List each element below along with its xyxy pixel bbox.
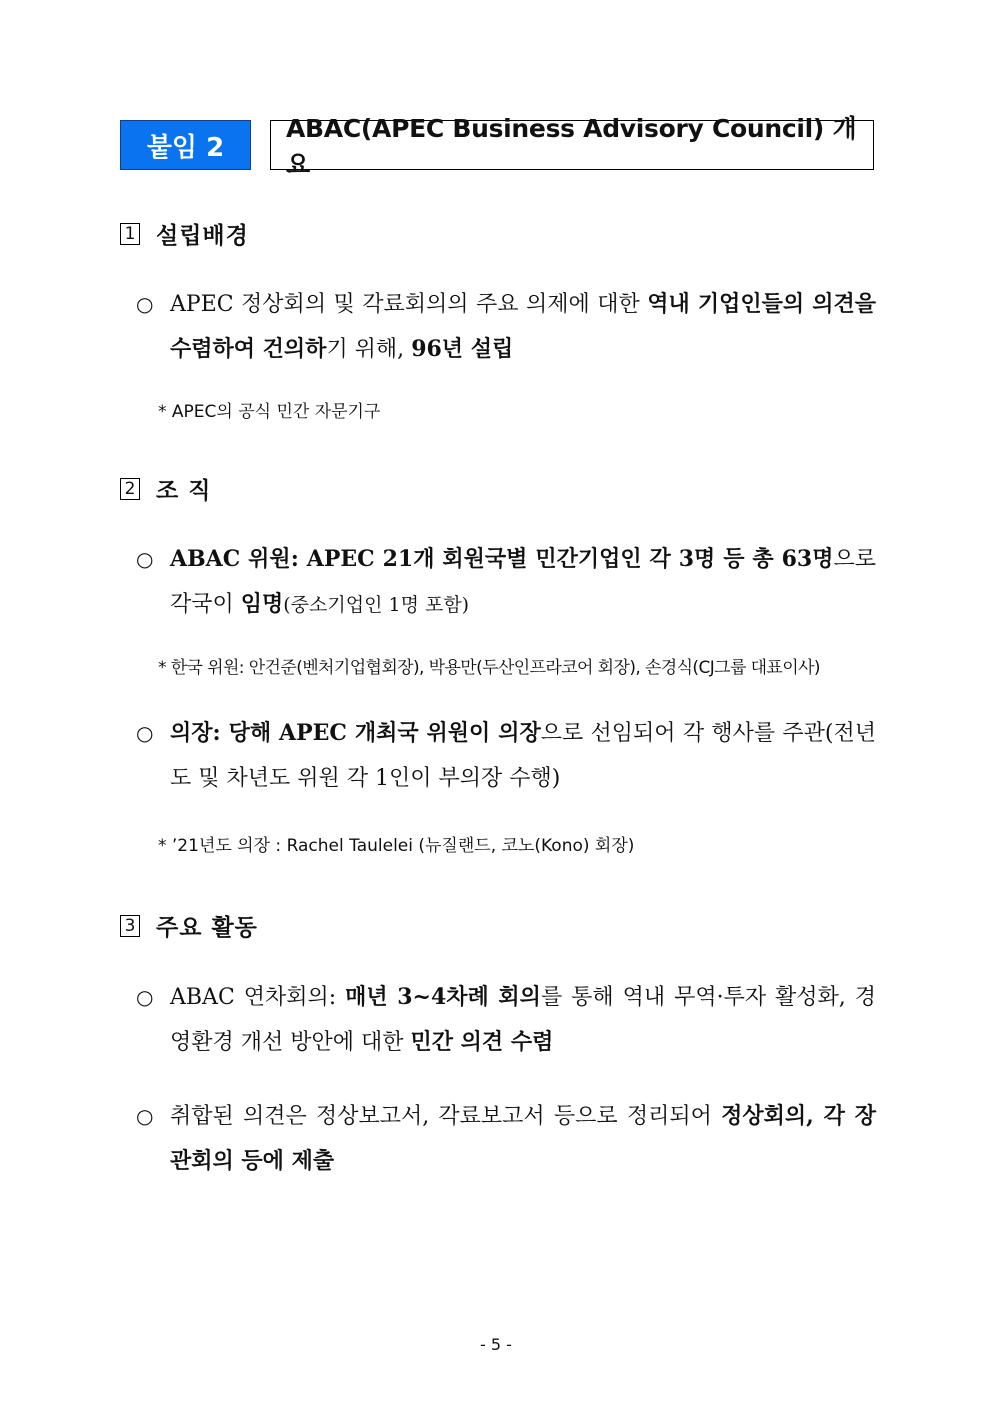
bullet-text [170, 711, 876, 801]
footnote: * APEC의 공식 민간 자문기구 [158, 402, 381, 422]
bullet-item [136, 537, 876, 628]
bullet-circle-icon: ○ [136, 1104, 154, 1128]
text-run: (중소기업인 1명 포함) [283, 594, 470, 616]
bullet-text [170, 282, 876, 372]
footnote: * ’21년도 의장 : Rachel Taulelei (뉴질랜드, 코노(Kono) 회장) [158, 836, 635, 856]
section-heading-1 [120, 217, 249, 250]
text-run: 기 위해, [326, 337, 412, 362]
section-title: 조 직 [156, 477, 212, 504]
section-heading-3 [120, 909, 258, 942]
bullet-item [136, 1094, 876, 1184]
section-number: 3 [120, 915, 140, 937]
bullet-text [170, 1094, 876, 1184]
bullet-circle-icon: ○ [136, 985, 154, 1009]
bullet-circle-icon: ○ [136, 292, 154, 316]
bullet-item [136, 711, 876, 801]
text-run-bold: 매년 3~4차례 회의 [345, 984, 541, 1010]
section-heading-2 [120, 472, 211, 505]
bullet-circle-icon: ○ [136, 547, 154, 571]
section-title: 주요 활동 [156, 914, 258, 941]
attachment-tag: 붙임 2 [120, 120, 251, 170]
text-run-bold: 역내 기업인들의 의견을 수렴하여 건의하 [170, 291, 876, 362]
text-run: 으로 각국이 [170, 547, 876, 617]
bullet-circle-icon: ○ [136, 721, 154, 745]
text-run: ABAC 연차회의: [170, 985, 346, 1010]
page-number: - 5 - [480, 1335, 512, 1354]
text-run: 를 통해 역내 무역·투자 활성화, 경영환경 개선 방안에 대한 [170, 985, 876, 1055]
section-title: 설립배경 [156, 222, 249, 249]
text-run: 취합된 의견은 정상보고서, 각료보고서 등으로 정리되어 [170, 1104, 722, 1129]
text-run-bold: 의장: 당해 APEC 개최국 위원이 의장 [170, 720, 541, 746]
section-number: 2 [120, 478, 140, 500]
text-run: 으로 선임되어 각 행사를 주관(전년도 및 차년도 위원 각 1인이 부의장 수행) [170, 721, 876, 791]
bullet-item [136, 975, 876, 1065]
bullet-text [170, 537, 876, 628]
section-number: 1 [120, 223, 140, 245]
text-run-bold: 96년 설립 [411, 336, 514, 362]
text-run-bold: 임명 [240, 591, 284, 617]
bullet-item [136, 282, 876, 372]
text-run-bold: 민간 의견 수렴 [410, 1029, 554, 1055]
page-title: ABAC(APEC Business Advisory Council) 개요 [270, 120, 874, 170]
bullet-text [170, 975, 876, 1065]
footnote: * 한국 위원: 안건준(벤처기업협회장), 박용만(두산인프라코어 회장), 손경식(CJ그룹 대표이사) [158, 658, 820, 678]
text-run-bold: ABAC 위원: APEC 21개 회원국별 민간기업인 각 3명 등 총 63명 [170, 546, 834, 572]
text-run-bold: 정상회의, 각 장관회의 등에 제출 [170, 1103, 876, 1174]
text-run: APEC 정상회의 및 각료회의의 주요 의제에 대한 [170, 292, 648, 317]
